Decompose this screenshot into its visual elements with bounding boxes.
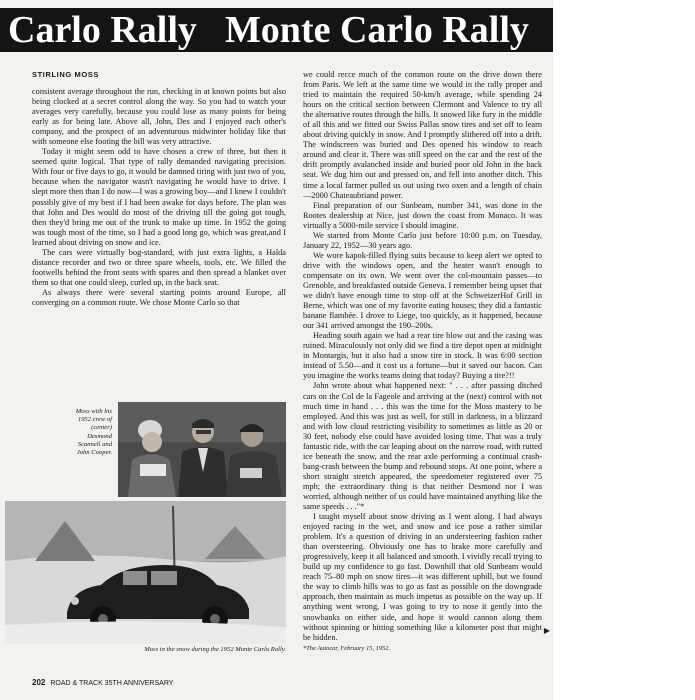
banner-segment: Monte Carlo Rally [224,9,529,51]
header-banner [0,8,695,52]
publication-title: ROAD & TRACK 35TH ANNIVERSARY [50,680,174,687]
rally-car-snow-photo [5,501,286,644]
banner-segment: Monte C [552,9,695,51]
body-paragraph: Heading south again we had a rear tire blow out and the casing was ruined. Miraculously not only did we find a tire depot open at midnight in Montargis, but it also had a snow tire in stock. It was 6:00 section instead of 5.50—and it cost us a fortune—but it saved our bacon. Can you imagine the works teams doing that today? Buying a tire?!! [303,331,542,381]
crew-photo [118,402,286,497]
right-column [303,70,542,652]
crew-photo-block [32,402,286,497]
body-paragraph: The cars were virtually bog-standard, with just extra lights, a Halda distance recorder and two or three spare wheels, tools, etc. We filled the footwells behind the front seats with spares and then spread a blanket over them so that one could sleep, curled up, in the back seat. [32,247,286,287]
body-paragraph: We started from Monte Carlo just before 10:00 p.m. on Tuesday, January 22, 1952—30 years ago. [303,230,542,250]
body-paragraph: We wore kapok-filled flying suits because to keep alert we opted to drive with the windows open, and the heater wasn't enough to compensate on its own. We went over the col-mountain passes—to Grenoble, and breakfasted outside Geneva. I remember being upset that we didn't have enough time to stop off at the SchweizerHof Grill in Berne, which was one of my favorite eating houses; they did a fantastic banane flambée. I drove to Liege, too quickly, as it happened, because our 341 arrived amongst the 190–200s. [303,250,542,331]
crew-photo-caption: Moss with his 1952 crew of (center) Desmond Scannell and John Cooper. [75,408,112,457]
body-paragraph: Final preparation of our Sunbeam, number 341, was done in the Rootes dealership at Nice, just down the coast from Monaco. It was virtually a 5000-mile service I should imagine. [303,200,542,230]
banner-segment: Carlo Rally [8,9,197,51]
body-paragraph: consistent average throughout the run, checking in at known points but also being clocked at a secret control along the way. So you had to watch your averages very carefully, because you could lose as many points for being early as for being late. Above all, John, Des and I enjoyed each other's company, and the prospect of an adventurous midwinter holiday like that with someone else footing the bill was very attractive. [32,87,286,147]
continued-arrow-icon: ▶ [543,626,550,635]
body-paragraph: Today it might seem odd to have chosen a crew of three, but then it seemed quite logical. That type of rally demanded navigating precision. With four or five days to go, it would be damned tiring with just two of you, because when the navigator wasn't navigating he would have to drive. I slept more then than I do now—I was a growing boy—and I knew I couldn't possibly give of my best if I had been awake for days before. The plan was that John and Des would do most of the driving till the going got tough, then they'd bring me out of the trunk to make up time. In 1952 the going was tough most of the time, so I had a good long go, which was great,and I learned about driving on snow and ice. [32,147,286,247]
body-paragraph: I taught myself about snow driving as I went along. I had always enjoyed racing in the wet, and snow and ice pose a rather similar problem. It's a question of driving in an understeering fashion rather than oversteering. Obviously one has to brake more carefully and progressively, keep it all balanced and smooth. I vividly recall trying to build up my confidence to go fast. Downhill that old Sunbeam would reach 75–80 mph on snow tires—it was different uphill, but we found the way to climb hills was to go as fast as possible on the downgrade approach, then maintain as much impetus as possible on the way up. If anything went wrong, I was going to try to nose it gently into the snowbanks on either side, and hope it would cannon along them without spinning or hitting something like a kilometer post that might be hidden. [303,512,542,642]
author-byline: STIRLING MOSS [32,70,99,79]
rally-photo-caption: Moss in the snow during the 1952 Monte Carlo Rally. [144,646,286,653]
page-folio [32,678,173,687]
page-number: 202 [32,678,46,687]
body-paragraph: John wrote about what happened next: " . . . after passing ditched cars on the Col de la Fageole and arriving at the (next) control with not much time in hand . . . this was the time for the Moss mastery to be employed. And this was just as well, for still in darkness, in a blizzard and with low cloud restricting visibility to sometimes as little as 20 or 30 feet, nobody else could have avoided losing time. That was a truly fantastic ride, with the car leaping about on the narrow road, with rutted ice beneath the snow, and the rear axle performing a continual crash-bang-crash between the bump and rebound stops. At one point, where a short straight stretch appeared, the speedometer registered over 75 mph; the extraordinary thing is that neither Desmond nor I was worried, although neither of us could have maintained anything like the same speeds . . ."* [303,381,542,512]
body-paragraph: As always there were several starting points around Europe, all converging on a common route. We chose Monte Carlo so that [32,287,286,307]
body-paragraph: we could recce much of the common route on the drive down there from Paris. We left at the same time we would in the rally proper and tried to maintain the required 50-km/h average, while spending 24 hours on the critical section between Clermont and Valence to try all the alternative routes through the hills. It snowed like fury in the middle of all this and we fitted our Swiss Pallas snow tires and set off to learn about driving quickly in snow. And I promptly slithered off into a drift. The windscreen was buried and Des opened his window to reach around and clear it. There was still speed on the car and the rest of the drift promptly avalanched inside and buried poor old John in the back seat. We dug him out and pressed on, and fell into another ditch. This time a local farmer pulled us out using two oxen and a length of chain—2000 Chateaubriand power. [303,70,542,200]
footnote: *The Autocar, February 15, 1952. [303,644,391,652]
left-column [32,70,286,308]
